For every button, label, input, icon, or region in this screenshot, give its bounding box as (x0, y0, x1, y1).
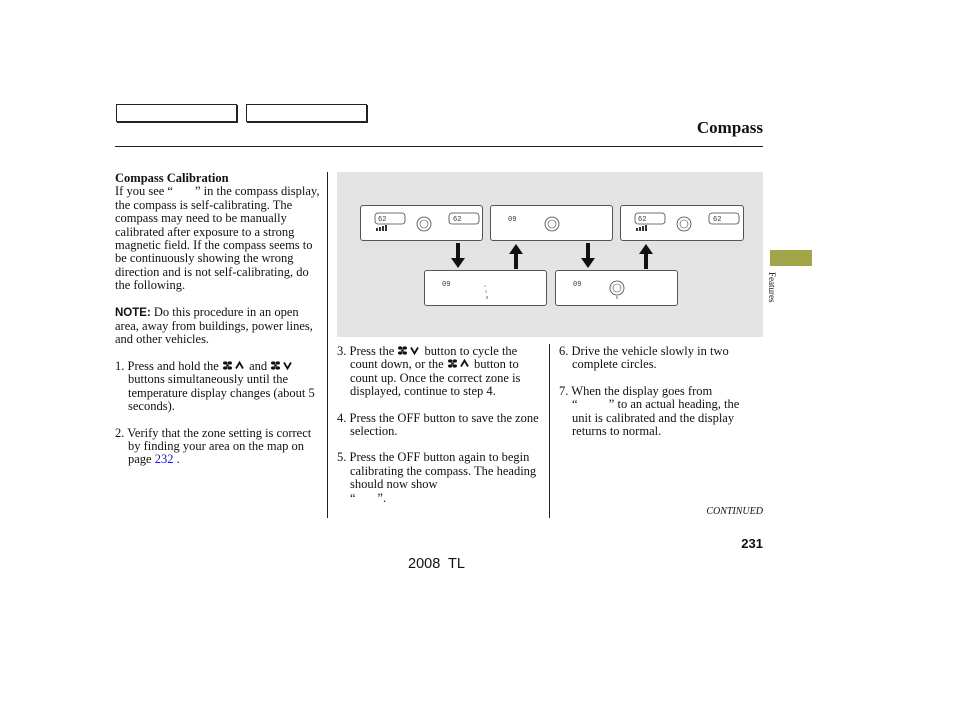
features-side-label (768, 272, 782, 318)
step-1-text-b: and (245, 358, 271, 373)
step-3-text-b: button to cycle the count down, or the (350, 344, 518, 372)
step-3-text-a: 3. Press the (337, 344, 398, 358)
display-panel-5 (555, 270, 678, 306)
features-section-tab (770, 250, 812, 266)
page-number: 231 (741, 536, 763, 551)
intro-text-before: If you see “ (115, 184, 173, 199)
fan-up-icon (447, 358, 471, 369)
fan-down-icon (270, 360, 294, 371)
features-side-label-text: Features (767, 272, 777, 303)
column-divider-right (549, 344, 550, 518)
right-column (559, 345, 756, 438)
display-panel-4 (424, 270, 547, 306)
step-6: 6. Drive the vehicle slowly in two complete circles. (559, 344, 729, 372)
step-1 (115, 360, 321, 414)
panel-1-temp-right: 62 (453, 216, 462, 224)
left-column (115, 172, 321, 467)
model-label: 2008 TL (408, 556, 465, 572)
note-paragraph (115, 306, 321, 347)
display-panel-3 (620, 205, 744, 241)
panel-3-temp-left: 62 (638, 216, 647, 224)
step-5 (337, 451, 542, 505)
step-1-text-c: buttons simultaneously until the temperature display changes (about 5 seconds). (128, 372, 315, 414)
fan-down-icon (397, 345, 421, 356)
step-2-text-a: 2. Verify that the zone setting is correct by finding your area on the map on page (115, 425, 312, 467)
note-label: NOTE: (115, 306, 151, 319)
arrow-down-icon (581, 243, 595, 269)
display-panel-2 (490, 205, 613, 241)
calibration-heading: Compass Calibration (115, 171, 229, 185)
section-title: Compass (696, 118, 763, 137)
step-3 (337, 345, 542, 399)
column-divider-left (327, 172, 328, 518)
step-7-text-b: “ ” to an actual heading, the unit is calibrated and the display returns to normal. (572, 397, 743, 439)
middle-column (337, 345, 542, 505)
header-tab-box-2 (246, 104, 367, 122)
arrow-up-icon (639, 243, 653, 269)
step-7-text-a: 7. When the display goes from (559, 383, 713, 398)
step-2 (115, 427, 321, 467)
step-7 (559, 385, 756, 439)
arrow-up-icon (509, 243, 523, 269)
step-2-text-b: . (173, 452, 180, 467)
step-5-text-b: “ ”. (350, 490, 387, 505)
step-3-text-c: button to count up. Once the correct zone is displayed, continue to step 4. (350, 357, 521, 399)
step-4: 4. Press the OFF button to save the zone selection. (337, 410, 539, 439)
panel-3-temp-right: 62 (713, 216, 722, 224)
intro-text-after: ” in the compass display, the compass is self-calibrating. The compass may need to be manually calibrated after exposure to a strong magnetic field. If the compass seems to be continuously showing the wrong direction and is not self-calibrating, do the following. (115, 184, 320, 293)
step-1-text-a: 1. Press and hold the (115, 358, 222, 373)
note-text: Do this procedure in an open area, away from buildings, power lines, and other vehicles. (115, 304, 313, 347)
page-232-link[interactable]: 232 (154, 452, 174, 467)
compass-display-illustration (337, 172, 763, 337)
step-5-text-a: 5. Press the OFF button again to begin calibrating the compass. The heading should now show (337, 450, 537, 492)
panel-1-temp-left: 62 (378, 216, 387, 224)
panel-4-zone: 09 (442, 281, 451, 289)
display-panel-1 (360, 205, 483, 241)
fan-up-icon (222, 360, 246, 371)
panel-2-zone: 09 (508, 216, 517, 224)
calibration-intro (115, 185, 321, 292)
panel-5-zone: 09 (573, 281, 582, 289)
arrow-down-icon (451, 243, 465, 269)
header-tab-box-1 (116, 104, 237, 122)
header-rule (115, 146, 763, 147)
continued-label: CONTINUED (706, 506, 763, 517)
